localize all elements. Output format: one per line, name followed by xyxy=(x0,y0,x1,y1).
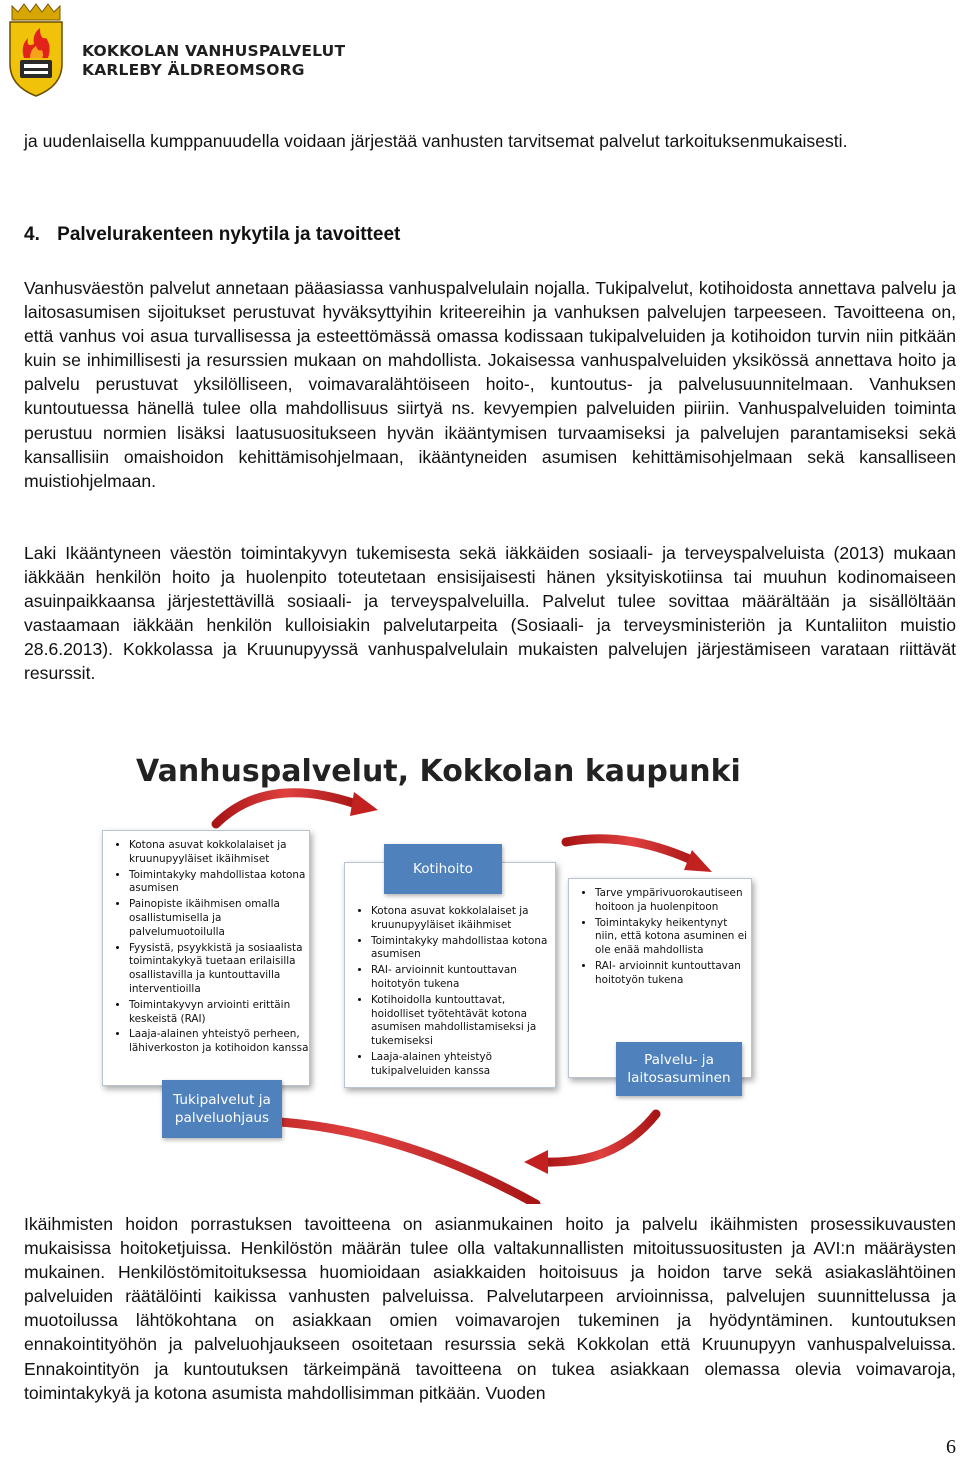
section-number: 4. xyxy=(24,224,40,245)
tukipalvelut-box xyxy=(102,830,310,1086)
paragraph-3: Ikäihmisten hoidon porrastuksen tavoitteena on asianmukainen hoito ja palvelu ikäihmisten prosessikuvausten mukaisissa hoitoketjuissa. Henkilöstön määrän tulee olla valtakunnallisten mitoitussuositusten ja AVI:n määräysten mukainen. Henkilöstömitoituksessa huomioidaan asiakkaiden hoitoisuus ja hoidon tarve sekä asiakaslähtöinen palveluiden räätälöinti kaikissa vanhusten palveluissa. Palvelutarpeen arvioinnissa, palvelujen suunnittelussa ja muotoilussa lähtökohtana on asiakkaan omien voimavarojen tukeminen ja hyödyntäminen. kuntoutuksen ennakointityöhön ja palveluohjaukseen osoitetaan resurssia sekä Kokkolan että Kruunupyyn vanhuspalveluissa. Ennakointityön ja kuntoutuksen tärkeimpänä tavoitteena on tukea asiakkaan olemassa olevia voimavaroja, toimintakykyä ja kotona asumista mahdollisimman pitkään. Vuoden xyxy=(24,1214,956,1403)
list-item: • Toimintakyky heikentynyt niin, että kotona asuminen ei ole enää mahdollista xyxy=(595,917,751,958)
diagram-title: Vanhuspalvelut, Kokkolan kaupunki xyxy=(136,754,741,789)
list-item: • Laaja-alainen yhteistyö perheen, lähiverkoston ja kotihoidon kanssa xyxy=(129,1028,309,1056)
list-item: • Fyysistä, psyykkistä ja sosiaalista toimintakykyä tuetaan erilaisilla osallistavilla ja kuntouttavilla interventioilla xyxy=(129,942,309,997)
list-item: • Tarve ympärivuorokautiseen hoitoon ja huolenpitoon xyxy=(595,887,751,915)
list-item: • RAI- arvioinnit kuntouttavan hoitotyön tukena xyxy=(371,964,555,992)
list-item: • Kotona asuvat kokkolalaiset ja kruunupyyläiset ikäihmiset xyxy=(129,839,309,867)
tukipalvelut-list xyxy=(103,839,309,1056)
services-diagram xyxy=(96,744,856,1204)
tukipalvelut-label: Tukipalvelut ja palveluohjaus xyxy=(162,1080,282,1138)
kotihoito-label: Kotihoito xyxy=(384,844,502,894)
palvelu-list xyxy=(569,887,751,988)
list-item: • Toimintakyvyn arviointi erittäin keskeistä (RAI) xyxy=(129,999,309,1027)
organization-name-fi: KOKKOLAN VANHUSPALVELUT xyxy=(82,42,346,60)
kokkola-coat-of-arms-icon xyxy=(4,2,68,98)
paragraph-2: Laki Ikääntyneen väestön toimintakyvyn tukemisesta sekä iäkkäiden sosiaali- ja terveyspalveluista (2013) mukaan iäkkään henkilön hoito ja huolenpito toteutetaan ensisijaisesti hänen yksityiskotiinsa tai muuhun kodinomaiseen asuinpaikkaansa järjestettävillä sosiaali- ja terveyspalveluilla. Palvelut tulee sovittaa määrältään ja sisällöltään vastaamaan iäkkään henkilön kulloisiakin palvelutarpeita (Sosiaali- ja terveysministeriön ja Kuntaliiton muistio 28.6.2013). Kokkolassa ja Kruunupyyssä vanhuspalvelulain mukaisten palvelujen järjestämiseen varataan riittävät resurssit. xyxy=(24,543,956,684)
section-title: Palvelurakenteen nykytila ja tavoitteet xyxy=(57,224,401,245)
paragraph-1: Vanhusväestön palvelut annetaan pääasiassa vanhuspalvelulain nojalla. Tukipalvelut, kotihoidosta annettava palvelu ja laitosasumisen sijoitukset perustuvat hyväksyttyihin kriteereihin ja vanhuksen palvelujen tarpeeseen. Tavoitteena on, että vanhus voi asua turvallisessa ja esteettömässä omassa kodissaan tukipalveluiden ja kotihoidon turvin niin pitkään kuin se inhimillisesti ja resurssien mukaan on mahdollista. Jokaisessa vanhuspalveluiden yksikössä annettava hoito ja palvelu perustuvat yksilölliseen, voimavaralähtöiseen hoito-, kuntoutus- ja palvelusuunnitelmaan. Vanhuksen kuntoutuessa hänellä tulee olla mahdollisuus siirtyä ns. kevyempien palveluiden piiriin. Vanhuspalveluiden toiminta perustuu normien lisäksi laatusuositukseen hyvän ikääntymisen turvaamiseksi ja palvelujen parantamiseksi sekä kansallisiin omaishoidon kehittämisohjelmaan, ikääntyneiden asumisen kehittämisohjelmaan sekä kansalliseen muistiohjelmaan. xyxy=(24,278,956,491)
list-item: • Laaja-alainen yhteistyö tukipalveluiden kanssa xyxy=(371,1051,555,1079)
organization-name-sv: KARLEBY ÄLDREOMSORG xyxy=(82,61,305,79)
list-item: • Toimintakyky mahdollistaa kotona asumisen xyxy=(129,869,309,897)
page-number: 6 xyxy=(946,1436,956,1458)
list-item: • Kotona asuvat kokkolalaiset ja kruunupyyläiset ikäihmiset xyxy=(371,905,555,933)
list-item: • RAI- arvioinnit kuntouttavan hoitotyön tukena xyxy=(595,960,751,988)
section-heading xyxy=(24,224,400,246)
palvelu-label: Palvelu- ja laitosasuminen xyxy=(616,1042,742,1096)
intro-paragraph: ja uudenlaisella kumppanuudella voidaan järjestää vanhusten tarvitsemat palvelut tarkoituksenmukaisesti. xyxy=(24,131,848,151)
organization-name xyxy=(82,42,345,80)
kotihoito-list xyxy=(345,905,555,1079)
page-header xyxy=(4,2,364,98)
list-item: • Painopiste ikäihmisen omalla osallistumisella ja palvelumuotoilulla xyxy=(129,898,309,939)
kotihoito-box xyxy=(344,862,556,1088)
list-item: • Toimintakyky mahdollistaa kotona asumisen xyxy=(371,935,555,963)
list-item: • Kotihoidolla kuntouttavat, hoidolliset työtehtävät kotona asumisen mahdollistamiseksi ja tukemiseksi xyxy=(371,994,555,1049)
